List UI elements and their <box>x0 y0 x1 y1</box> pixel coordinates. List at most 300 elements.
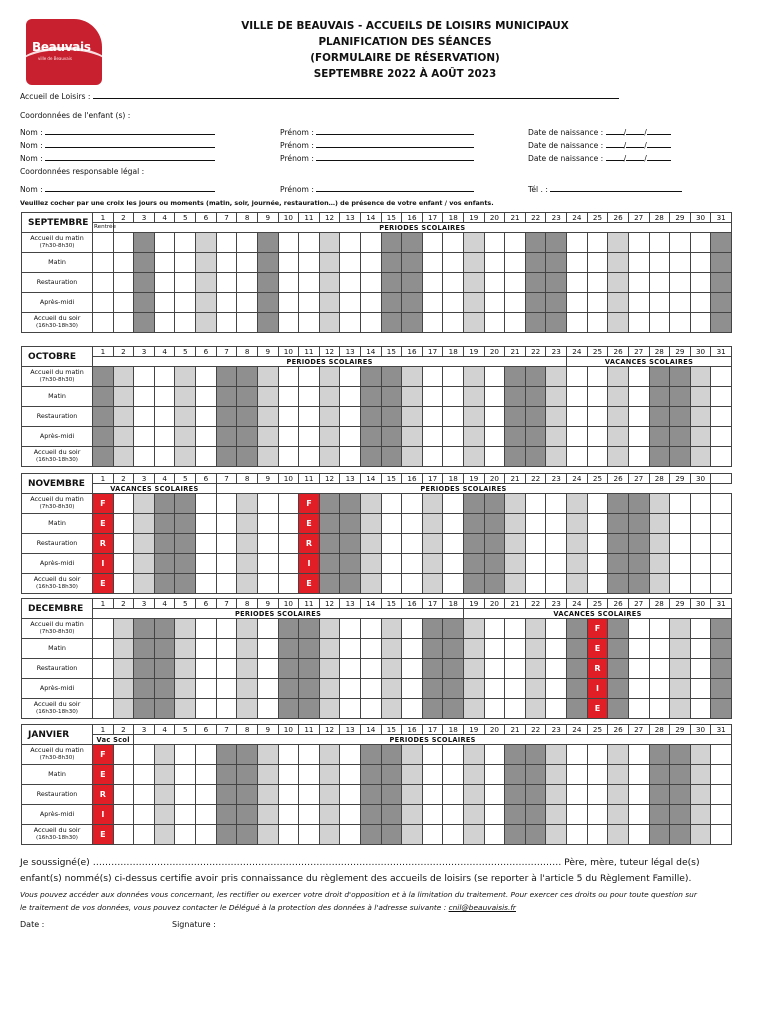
booking-checkbox[interactable] <box>402 554 423 574</box>
booking-checkbox[interactable] <box>381 679 402 699</box>
booking-checkbox[interactable] <box>278 514 299 534</box>
booking-checkbox[interactable] <box>546 367 567 387</box>
booking-checkbox[interactable] <box>175 639 196 659</box>
booking-checkbox[interactable] <box>484 679 505 699</box>
booking-checkbox[interactable] <box>340 679 361 699</box>
booking-checkbox[interactable] <box>670 574 691 594</box>
booking-checkbox[interactable] <box>587 447 608 467</box>
booking-checkbox[interactable] <box>608 447 629 467</box>
booking-checkbox[interactable] <box>216 659 237 679</box>
booking-checkbox[interactable] <box>319 805 340 825</box>
booking-checkbox[interactable] <box>567 765 588 785</box>
booking-checkbox[interactable] <box>464 427 485 447</box>
booking-checkbox[interactable] <box>464 313 485 333</box>
booking-checkbox[interactable] <box>340 273 361 293</box>
booking-checkbox[interactable] <box>546 619 567 639</box>
booking-checkbox[interactable] <box>670 313 691 333</box>
booking-checkbox[interactable] <box>670 534 691 554</box>
booking-checkbox[interactable] <box>360 699 381 719</box>
booking-checkbox[interactable] <box>587 367 608 387</box>
booking-checkbox[interactable] <box>546 699 567 719</box>
booking-checkbox[interactable] <box>93 659 114 679</box>
booking-checkbox[interactable] <box>587 313 608 333</box>
booking-checkbox[interactable] <box>113 825 134 845</box>
booking-checkbox[interactable] <box>567 427 588 447</box>
booking-checkbox[interactable] <box>670 639 691 659</box>
booking-checkbox[interactable] <box>319 765 340 785</box>
booking-checkbox[interactable] <box>505 554 526 574</box>
booking-checkbox[interactable] <box>608 367 629 387</box>
booking-checkbox[interactable] <box>196 494 217 514</box>
booking-checkbox[interactable] <box>422 233 443 253</box>
booking-checkbox[interactable] <box>422 514 443 534</box>
booking-checkbox[interactable] <box>525 534 546 554</box>
booking-checkbox[interactable] <box>628 447 649 467</box>
booking-checkbox[interactable] <box>608 765 629 785</box>
booking-checkbox[interactable] <box>154 805 175 825</box>
booking-checkbox[interactable] <box>464 293 485 313</box>
booking-checkbox[interactable] <box>567 447 588 467</box>
booking-checkbox[interactable] <box>257 619 278 639</box>
booking-checkbox[interactable] <box>237 619 258 639</box>
booking-checkbox[interactable] <box>587 574 608 594</box>
booking-checkbox[interactable] <box>381 619 402 639</box>
booking-checkbox[interactable] <box>257 639 278 659</box>
booking-checkbox[interactable] <box>175 427 196 447</box>
booking-checkbox[interactable] <box>360 233 381 253</box>
booking-checkbox[interactable] <box>505 659 526 679</box>
booking-checkbox[interactable] <box>93 233 114 253</box>
booking-checkbox[interactable] <box>113 313 134 333</box>
booking-checkbox[interactable] <box>628 619 649 639</box>
booking-checkbox[interactable] <box>525 514 546 534</box>
booking-checkbox[interactable] <box>257 494 278 514</box>
child-1-nom-field[interactable] <box>20 128 215 137</box>
booking-checkbox[interactable] <box>505 494 526 514</box>
booking-checkbox[interactable] <box>340 659 361 679</box>
booking-checkbox[interactable] <box>237 534 258 554</box>
booking-checkbox[interactable] <box>299 805 320 825</box>
booking-checkbox[interactable] <box>402 659 423 679</box>
booking-checkbox[interactable] <box>196 679 217 699</box>
booking-checkbox[interactable] <box>505 313 526 333</box>
booking-checkbox[interactable] <box>134 765 155 785</box>
booking-checkbox[interactable] <box>422 805 443 825</box>
booking-checkbox[interactable] <box>546 679 567 699</box>
booking-checkbox[interactable] <box>237 554 258 574</box>
booking-checkbox[interactable] <box>443 427 464 447</box>
booking-checkbox[interactable] <box>278 554 299 574</box>
booking-checkbox[interactable] <box>196 407 217 427</box>
booking-checkbox[interactable] <box>402 407 423 427</box>
booking-checkbox[interactable] <box>340 387 361 407</box>
booking-checkbox[interactable] <box>93 313 114 333</box>
booking-checkbox[interactable] <box>237 679 258 699</box>
booking-checkbox[interactable] <box>567 554 588 574</box>
booking-checkbox[interactable] <box>257 514 278 534</box>
booking-checkbox[interactable] <box>505 273 526 293</box>
booking-checkbox[interactable] <box>546 427 567 447</box>
booking-checkbox[interactable] <box>113 785 134 805</box>
booking-checkbox[interactable] <box>134 534 155 554</box>
booking-checkbox[interactable] <box>649 679 670 699</box>
booking-checkbox[interactable] <box>319 659 340 679</box>
booking-checkbox[interactable] <box>546 825 567 845</box>
booking-checkbox[interactable] <box>319 825 340 845</box>
booking-checkbox[interactable] <box>113 273 134 293</box>
booking-checkbox[interactable] <box>670 233 691 253</box>
booking-checkbox[interactable] <box>381 514 402 534</box>
booking-checkbox[interactable] <box>505 534 526 554</box>
booking-checkbox[interactable] <box>402 494 423 514</box>
booking-checkbox[interactable] <box>690 639 711 659</box>
booking-checkbox[interactable] <box>237 293 258 313</box>
booking-checkbox[interactable] <box>319 387 340 407</box>
booking-checkbox[interactable] <box>567 233 588 253</box>
booking-checkbox[interactable] <box>175 407 196 427</box>
booking-checkbox[interactable] <box>505 253 526 273</box>
booking-checkbox[interactable] <box>134 427 155 447</box>
booking-checkbox[interactable] <box>278 313 299 333</box>
booking-checkbox[interactable] <box>278 407 299 427</box>
booking-checkbox[interactable] <box>505 619 526 639</box>
booking-checkbox[interactable] <box>257 447 278 467</box>
booking-checkbox[interactable] <box>278 273 299 293</box>
booking-checkbox[interactable] <box>690 574 711 594</box>
booking-checkbox[interactable] <box>196 447 217 467</box>
booking-checkbox[interactable] <box>628 293 649 313</box>
booking-checkbox[interactable] <box>464 825 485 845</box>
booking-checkbox[interactable] <box>319 699 340 719</box>
booking-checkbox[interactable] <box>196 387 217 407</box>
booking-checkbox[interactable] <box>196 699 217 719</box>
booking-checkbox[interactable] <box>340 825 361 845</box>
child-1-prenom-field[interactable] <box>280 128 474 137</box>
booking-checkbox[interactable] <box>402 699 423 719</box>
booking-checkbox[interactable] <box>525 494 546 514</box>
booking-checkbox[interactable] <box>196 619 217 639</box>
booking-checkbox[interactable] <box>360 534 381 554</box>
booking-checkbox[interactable] <box>134 574 155 594</box>
booking-checkbox[interactable] <box>360 494 381 514</box>
booking-checkbox[interactable] <box>381 554 402 574</box>
booking-checkbox[interactable] <box>690 619 711 639</box>
booking-checkbox[interactable] <box>608 745 629 765</box>
booking-checkbox[interactable] <box>134 805 155 825</box>
booking-checkbox[interactable] <box>319 427 340 447</box>
booking-checkbox[interactable] <box>319 367 340 387</box>
booking-checkbox[interactable] <box>484 699 505 719</box>
booking-checkbox[interactable] <box>113 494 134 514</box>
booking-checkbox[interactable] <box>134 447 155 467</box>
booking-checkbox[interactable] <box>422 313 443 333</box>
booking-checkbox[interactable] <box>113 765 134 785</box>
booking-checkbox[interactable] <box>690 825 711 845</box>
booking-checkbox[interactable] <box>711 427 732 447</box>
booking-checkbox[interactable] <box>216 293 237 313</box>
booking-checkbox[interactable] <box>422 447 443 467</box>
booking-checkbox[interactable] <box>340 785 361 805</box>
booking-checkbox[interactable] <box>608 273 629 293</box>
resp-tel-field[interactable] <box>528 185 682 194</box>
booking-checkbox[interactable] <box>690 407 711 427</box>
booking-checkbox[interactable] <box>587 233 608 253</box>
booking-checkbox[interactable] <box>484 407 505 427</box>
booking-checkbox[interactable] <box>237 313 258 333</box>
booking-checkbox[interactable] <box>216 514 237 534</box>
booking-checkbox[interactable] <box>443 745 464 765</box>
booking-checkbox[interactable] <box>628 387 649 407</box>
booking-checkbox[interactable] <box>299 447 320 467</box>
booking-checkbox[interactable] <box>360 253 381 273</box>
booking-checkbox[interactable] <box>113 639 134 659</box>
booking-checkbox[interactable] <box>381 534 402 554</box>
booking-checkbox[interactable] <box>299 387 320 407</box>
booking-checkbox[interactable] <box>649 273 670 293</box>
booking-checkbox[interactable] <box>587 514 608 534</box>
booking-checkbox[interactable] <box>711 785 732 805</box>
booking-checkbox[interactable] <box>175 367 196 387</box>
booking-checkbox[interactable] <box>113 619 134 639</box>
booking-checkbox[interactable] <box>340 745 361 765</box>
booking-checkbox[interactable] <box>257 805 278 825</box>
booking-checkbox[interactable] <box>608 785 629 805</box>
booking-checkbox[interactable] <box>567 313 588 333</box>
booking-checkbox[interactable] <box>402 639 423 659</box>
booking-checkbox[interactable] <box>464 387 485 407</box>
booking-checkbox[interactable] <box>278 447 299 467</box>
booking-checkbox[interactable] <box>360 273 381 293</box>
booking-checkbox[interactable] <box>93 619 114 639</box>
booking-checkbox[interactable] <box>360 554 381 574</box>
booking-checkbox[interactable] <box>278 534 299 554</box>
booking-checkbox[interactable] <box>608 313 629 333</box>
booking-checkbox[interactable] <box>628 659 649 679</box>
booking-checkbox[interactable] <box>587 387 608 407</box>
booking-checkbox[interactable] <box>484 367 505 387</box>
booking-checkbox[interactable] <box>340 407 361 427</box>
booking-checkbox[interactable] <box>113 427 134 447</box>
booking-checkbox[interactable] <box>360 619 381 639</box>
booking-checkbox[interactable] <box>649 534 670 554</box>
booking-checkbox[interactable] <box>484 785 505 805</box>
booking-checkbox[interactable] <box>216 253 237 273</box>
booking-checkbox[interactable] <box>628 805 649 825</box>
booking-checkbox[interactable] <box>587 765 608 785</box>
booking-checkbox[interactable] <box>257 427 278 447</box>
booking-checkbox[interactable] <box>525 659 546 679</box>
booking-checkbox[interactable] <box>113 387 134 407</box>
booking-checkbox[interactable] <box>381 699 402 719</box>
booking-checkbox[interactable] <box>670 659 691 679</box>
booking-checkbox[interactable] <box>175 293 196 313</box>
booking-checkbox[interactable] <box>175 273 196 293</box>
booking-checkbox[interactable] <box>546 494 567 514</box>
booking-checkbox[interactable] <box>319 273 340 293</box>
booking-checkbox[interactable] <box>175 805 196 825</box>
booking-checkbox[interactable] <box>546 574 567 594</box>
booking-checkbox[interactable] <box>670 679 691 699</box>
cnil-email-link[interactable]: cnil@beauvaisis.fr <box>448 903 516 912</box>
booking-checkbox[interactable] <box>340 233 361 253</box>
booking-checkbox[interactable] <box>340 805 361 825</box>
booking-checkbox[interactable] <box>216 574 237 594</box>
booking-checkbox[interactable] <box>608 427 629 447</box>
booking-checkbox[interactable] <box>546 785 567 805</box>
booking-checkbox[interactable] <box>175 765 196 785</box>
booking-checkbox[interactable] <box>257 699 278 719</box>
booking-checkbox[interactable] <box>484 387 505 407</box>
booking-checkbox[interactable] <box>443 407 464 427</box>
booking-checkbox[interactable] <box>299 745 320 765</box>
booking-checkbox[interactable] <box>422 554 443 574</box>
child-1-birthdate-field[interactable]: Date de naissance : / / <box>528 128 671 137</box>
booking-checkbox[interactable] <box>443 785 464 805</box>
booking-checkbox[interactable] <box>690 427 711 447</box>
booking-checkbox[interactable] <box>216 679 237 699</box>
booking-checkbox[interactable] <box>402 825 423 845</box>
accueil-field[interactable] <box>20 92 619 101</box>
booking-checkbox[interactable] <box>690 293 711 313</box>
booking-checkbox[interactable] <box>360 574 381 594</box>
booking-checkbox[interactable] <box>134 514 155 534</box>
booking-checkbox[interactable] <box>484 659 505 679</box>
booking-checkbox[interactable] <box>402 805 423 825</box>
booking-checkbox[interactable] <box>134 407 155 427</box>
booking-checkbox[interactable] <box>505 233 526 253</box>
booking-checkbox[interactable] <box>93 639 114 659</box>
booking-checkbox[interactable] <box>670 253 691 273</box>
booking-checkbox[interactable] <box>670 273 691 293</box>
booking-checkbox[interactable] <box>340 619 361 639</box>
booking-checkbox[interactable] <box>319 679 340 699</box>
booking-checkbox[interactable] <box>175 313 196 333</box>
booking-checkbox[interactable] <box>711 447 732 467</box>
booking-checkbox[interactable] <box>278 253 299 273</box>
booking-checkbox[interactable] <box>464 407 485 427</box>
booking-checkbox[interactable] <box>587 534 608 554</box>
booking-checkbox[interactable] <box>567 805 588 825</box>
booking-checkbox[interactable] <box>319 447 340 467</box>
booking-checkbox[interactable] <box>402 785 423 805</box>
booking-checkbox[interactable] <box>175 659 196 679</box>
booking-checkbox[interactable] <box>278 745 299 765</box>
booking-checkbox[interactable] <box>175 619 196 639</box>
booking-checkbox[interactable] <box>484 805 505 825</box>
booking-checkbox[interactable] <box>113 534 134 554</box>
booking-checkbox[interactable] <box>608 253 629 273</box>
booking-checkbox[interactable] <box>154 233 175 253</box>
booking-checkbox[interactable] <box>360 514 381 534</box>
booking-checkbox[interactable] <box>711 805 732 825</box>
booking-checkbox[interactable] <box>402 765 423 785</box>
booking-checkbox[interactable] <box>402 679 423 699</box>
booking-checkbox[interactable] <box>464 679 485 699</box>
booking-checkbox[interactable] <box>299 407 320 427</box>
booking-checkbox[interactable] <box>670 293 691 313</box>
booking-checkbox[interactable] <box>113 407 134 427</box>
booking-checkbox[interactable] <box>175 387 196 407</box>
booking-checkbox[interactable] <box>484 273 505 293</box>
booking-checkbox[interactable] <box>443 574 464 594</box>
booking-checkbox[interactable] <box>690 745 711 765</box>
booking-checkbox[interactable] <box>278 233 299 253</box>
booking-checkbox[interactable] <box>299 427 320 447</box>
booking-checkbox[interactable] <box>360 659 381 679</box>
booking-checkbox[interactable] <box>464 805 485 825</box>
booking-checkbox[interactable] <box>154 825 175 845</box>
booking-checkbox[interactable] <box>484 745 505 765</box>
booking-checkbox[interactable] <box>257 387 278 407</box>
booking-checkbox[interactable] <box>175 447 196 467</box>
booking-checkbox[interactable] <box>237 253 258 273</box>
booking-checkbox[interactable] <box>257 785 278 805</box>
booking-checkbox[interactable] <box>690 659 711 679</box>
booking-checkbox[interactable] <box>237 639 258 659</box>
booking-checkbox[interactable] <box>567 407 588 427</box>
booking-checkbox[interactable] <box>443 534 464 554</box>
booking-checkbox[interactable] <box>711 765 732 785</box>
booking-checkbox[interactable] <box>525 574 546 594</box>
booking-checkbox[interactable] <box>134 785 155 805</box>
booking-checkbox[interactable] <box>649 514 670 534</box>
booking-checkbox[interactable] <box>340 699 361 719</box>
child-2-prenom-field[interactable] <box>280 141 474 150</box>
booking-checkbox[interactable] <box>196 574 217 594</box>
booking-checkbox[interactable] <box>216 313 237 333</box>
booking-checkbox[interactable] <box>340 427 361 447</box>
booking-checkbox[interactable] <box>402 367 423 387</box>
booking-checkbox[interactable] <box>587 745 608 765</box>
booking-checkbox[interactable] <box>567 387 588 407</box>
booking-checkbox[interactable] <box>422 253 443 273</box>
booking-checkbox[interactable] <box>154 387 175 407</box>
booking-checkbox[interactable] <box>464 233 485 253</box>
booking-checkbox[interactable] <box>690 785 711 805</box>
booking-checkbox[interactable] <box>113 367 134 387</box>
booking-checkbox[interactable] <box>484 447 505 467</box>
booking-checkbox[interactable] <box>154 427 175 447</box>
booking-checkbox[interactable] <box>257 554 278 574</box>
booking-checkbox[interactable] <box>257 407 278 427</box>
booking-checkbox[interactable] <box>278 765 299 785</box>
booking-checkbox[interactable] <box>525 639 546 659</box>
booking-checkbox[interactable] <box>443 765 464 785</box>
booking-checkbox[interactable] <box>257 574 278 594</box>
booking-checkbox[interactable] <box>196 765 217 785</box>
booking-checkbox[interactable] <box>464 639 485 659</box>
booking-checkbox[interactable] <box>381 659 402 679</box>
booking-checkbox[interactable] <box>649 574 670 594</box>
booking-checkbox[interactable] <box>134 494 155 514</box>
booking-checkbox[interactable] <box>464 745 485 765</box>
booking-checkbox[interactable] <box>196 253 217 273</box>
booking-checkbox[interactable] <box>546 407 567 427</box>
booking-checkbox[interactable] <box>257 765 278 785</box>
booking-checkbox[interactable] <box>237 699 258 719</box>
booking-checkbox[interactable] <box>443 367 464 387</box>
booking-checkbox[interactable] <box>670 554 691 574</box>
booking-checkbox[interactable] <box>113 659 134 679</box>
booking-checkbox[interactable] <box>711 825 732 845</box>
booking-checkbox[interactable] <box>484 233 505 253</box>
booking-checkbox[interactable] <box>628 745 649 765</box>
booking-checkbox[interactable] <box>402 447 423 467</box>
booking-checkbox[interactable] <box>360 639 381 659</box>
booking-checkbox[interactable] <box>340 447 361 467</box>
booking-checkbox[interactable] <box>216 534 237 554</box>
booking-checkbox[interactable] <box>484 313 505 333</box>
